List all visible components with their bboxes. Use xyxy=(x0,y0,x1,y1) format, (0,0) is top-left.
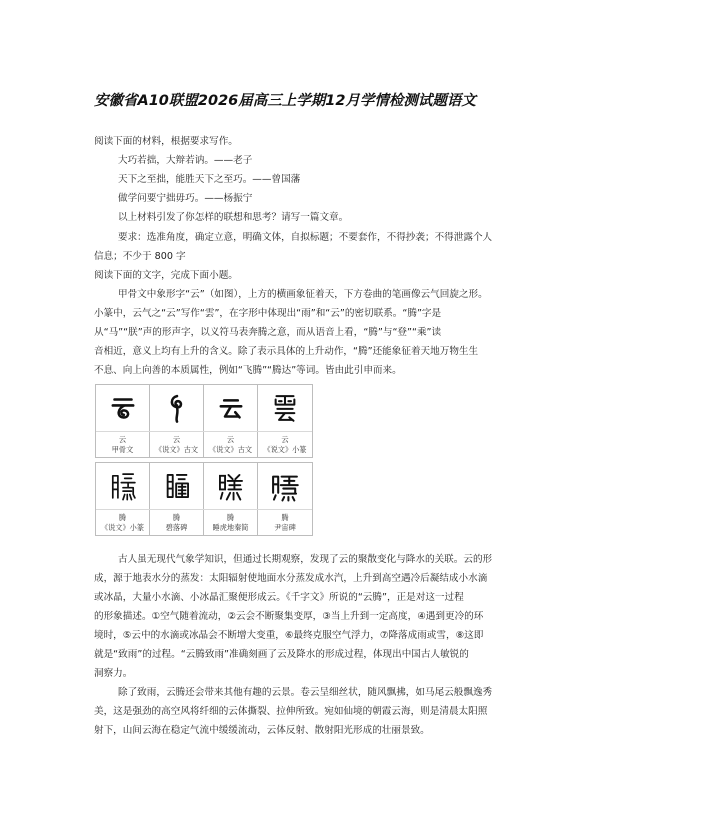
yun-guwen-glyph xyxy=(160,391,194,425)
essay-instruction: 阅读下面的材料，根据要求写作。 xyxy=(94,136,238,147)
glyph-caption: 云 《说文》小篆 xyxy=(263,435,307,454)
yun-xiaozhuan-glyph xyxy=(268,391,302,425)
paragraph-line: 从“马”“朕”声的形声字，以义符马表奔腾之意，而从语音上看，“腾”与“登”“乘”读 xyxy=(94,327,442,338)
glyph-cell-yun-xiaozhuan xyxy=(258,385,312,457)
paragraph-line: 洞察力。 xyxy=(94,668,133,679)
paragraph-line: 就是“致雨”的过程。“云腾致雨”准确刻画了云及降水的形成过程，体现出中国古人敏锐的 xyxy=(94,649,469,660)
paragraph-line: 境时，⑤云中的水滴或冰晶会不断增大变重，⑥最终克服空气浮力，⑦降落成雨或雪，⑧这即 xyxy=(94,630,484,641)
teng-glyph-table xyxy=(95,462,313,536)
glyph-image xyxy=(204,385,258,432)
quote-yang-zhenning: 做学问要宁拙毋巧。——杨振宁 xyxy=(118,193,253,204)
essay-requirement-line: 要求：选准角度，确定立意，明确文体，自拟标题；不要套作，不得抄袭；不得泄露个人 xyxy=(118,232,493,243)
teng-xiaozhuan-glyph xyxy=(106,469,140,503)
glyph-image xyxy=(96,385,150,432)
paragraph-line: 除了致雨，云腾还会带来其他有趣的云景。卷云呈细丝状，随风飘拂，如马尾云般飘逸秀 xyxy=(118,687,493,698)
glyph-caption: 云 《说文》古文 xyxy=(154,435,199,454)
glyph-image xyxy=(258,463,312,510)
teng-biluobei-glyph xyxy=(160,469,194,503)
glyph-image xyxy=(204,463,258,510)
glyph-caption: 腾 碧落碑 xyxy=(165,513,188,532)
glyph-image xyxy=(96,463,150,510)
paragraph-line: 或冰晶，大量小水滴、小冰晶汇聚便形成云。《千字文》所说的“云腾”，正是对这一过程 xyxy=(94,592,464,603)
glyph-cell-teng-biluobei xyxy=(150,463,204,535)
teng-yinzhoubei-glyph xyxy=(268,469,302,503)
glyph-image xyxy=(150,463,204,510)
glyph-cell-yun-oracle xyxy=(96,385,150,457)
paragraph-line: 美，这是强劲的高空风将纤细的云体撕裂、拉伸所致。宛如仙境的朝霞云海，则是清晨太阳照 xyxy=(94,706,488,717)
glyph-caption: 云 甲骨文 xyxy=(111,435,134,454)
glyph-cell-teng-xiaozhuan xyxy=(96,463,150,535)
paragraph-line: 甲骨文中象形字“云”（如图），上方的横画象征着天，下方卷曲的笔画像云气回旋之形。 xyxy=(118,289,488,300)
quote-zeng-guofan: 天下之至拙，能胜天下之至巧。——曾国藩 xyxy=(118,174,301,185)
glyph-cell-teng-yinzhoubei xyxy=(258,463,312,535)
glyph-image xyxy=(150,385,204,432)
document-title: 安徽省A10联盟2026届高三上学期12月学情检测试题语文 xyxy=(94,93,476,109)
quote-laozi: 大巧若拙，大辩若讷。——老子 xyxy=(118,155,253,166)
glyph-cell-yun-guwen xyxy=(150,385,204,457)
yun-glyph-table xyxy=(95,384,313,458)
teng-shuihudi-glyph xyxy=(214,469,248,503)
glyph-cell-teng-shuihudi xyxy=(204,463,258,535)
glyph-caption: 云 《说文》古文 xyxy=(208,435,253,454)
yun-guwen-glyph-2 xyxy=(214,391,248,425)
essay-prompt: 以上材料引发了你怎样的联想和思考？请写一篇文章。 xyxy=(118,212,349,223)
glyph-caption: 腾 睡虎地秦简 xyxy=(212,513,249,532)
glyph-image xyxy=(258,385,312,432)
essay-requirement-line: 信息；不少于 800 字 xyxy=(94,251,186,262)
glyph-cell-yun-guwen-2 xyxy=(204,385,258,457)
paragraph-line: 小篆中，云气之“云”写作“雲”，在字形中体现出“雨”和“云”的密切联系。“腾”字是 xyxy=(94,308,442,319)
paragraph-line: 射下，山间云海在稳定气流中缓缓流动，云体反射、散射阳光形成的壮丽景致。 xyxy=(94,725,430,736)
yun-oracle-glyph xyxy=(106,391,140,425)
paragraph-line: 成，源于地表水分的蒸发：太阳辐射使地面水分蒸发成水汽，上升到高空遇冷后凝结成小水滴 xyxy=(94,573,488,584)
glyph-caption: 腾 尹宙碑 xyxy=(274,513,296,532)
paragraph-line: 音相近，意义上均有上升的含义。除了表示具体的上升动作，“腾”还能象征着天地万物生生 xyxy=(94,346,479,357)
paragraph-line: 的形象描述。①空气随着流动，②云会不断聚集变厚，③当上升到一定高度，④遇到更冷的环 xyxy=(94,611,484,622)
glyph-caption: 腾 《说文》小篆 xyxy=(100,513,145,532)
paragraph-line: 古人虽无现代气象学知识，但通过长期观察，发现了云的聚散变化与降水的关联。云的形 xyxy=(118,554,493,565)
reading-instruction: 阅读下面的文字，完成下面小题。 xyxy=(94,270,238,281)
paragraph-line: 不息、向上向善的本质属性，例如“飞腾”“腾达”等词。皆由此引申而来。 xyxy=(94,365,402,376)
